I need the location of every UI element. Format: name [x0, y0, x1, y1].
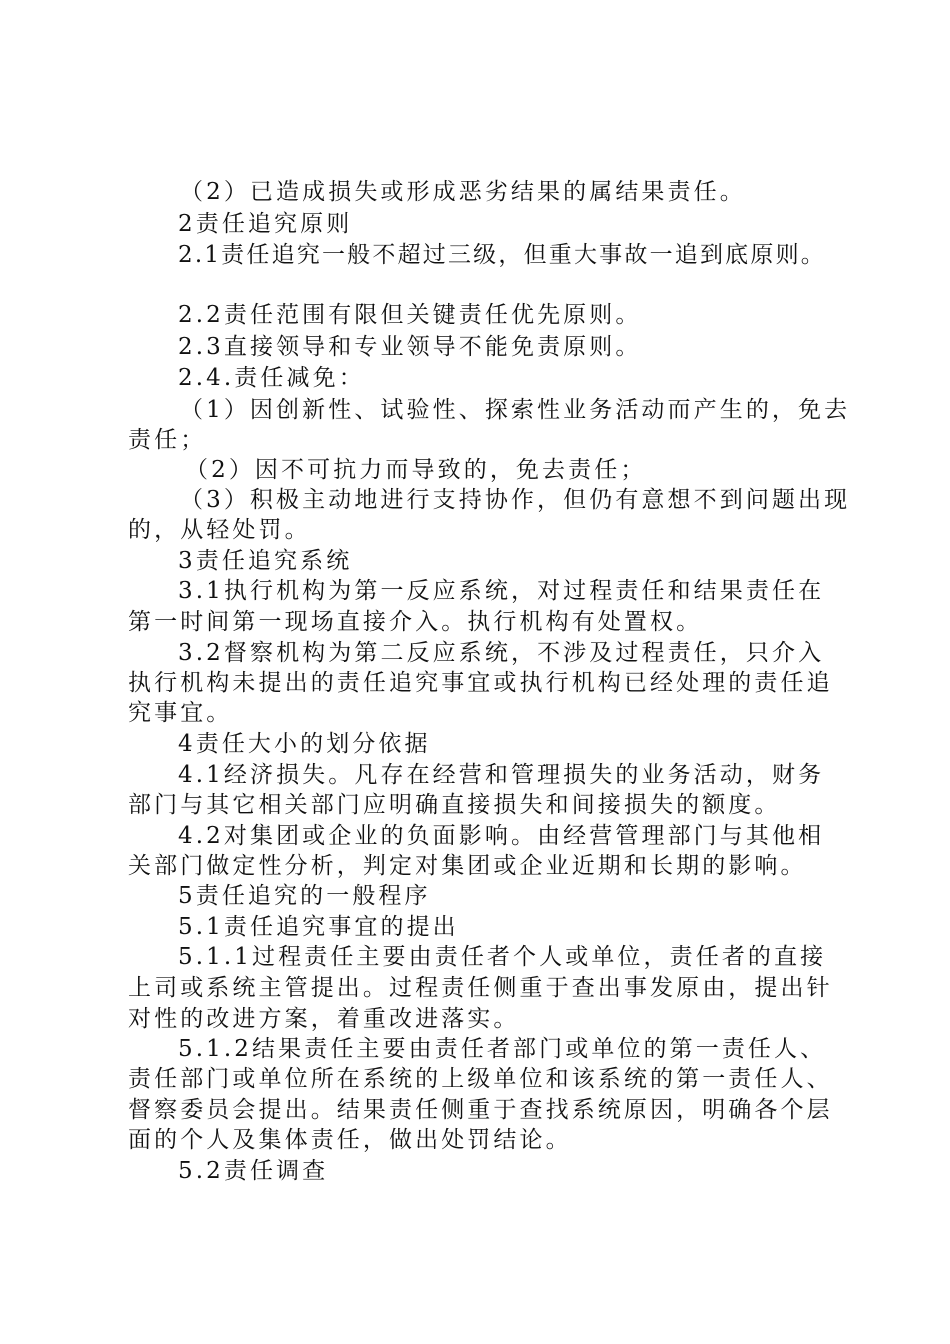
text-line: 上司或系统主管提出。过程责任侧重于查出事发原由，提出针 [128, 975, 833, 1001]
text-line: 4.2对集团或企业的负面影响。由经营管理部门与其他相 [178, 823, 825, 849]
text-line: （1）因创新性、试验性、探索性业务活动而产生的，免去 [180, 397, 851, 423]
text-line: （2）因不可抗力而导致的，免去责任； [185, 457, 647, 483]
text-line: 关部门做定性分析，判定对集团或企业近期和长期的影响。 [128, 853, 807, 879]
text-line: （2）已造成损失或形成恶劣结果的属结果责任。 [180, 179, 746, 205]
text-line: 5.1.2结果责任主要由责任者部门或单位的第一责任人、 [178, 1036, 827, 1062]
section-heading: 5.1责任追究事宜的提出 [178, 914, 459, 940]
text-line: 3.2督察机构为第二反应系统，不涉及过程责任，只介入 [178, 640, 825, 666]
section-heading: 2责任追究原则 [178, 211, 353, 237]
section-heading: 3责任追究系统 [178, 548, 353, 574]
text-line: 对性的改进方案，着重改进落实。 [128, 1006, 520, 1032]
text-line: 4.1经济损失。凡存在经营和管理损失的业务活动，财务 [178, 762, 825, 788]
section-heading: 5.2责任调查 [178, 1158, 329, 1184]
text-line: 2.4.责任减免： [178, 365, 365, 391]
text-line: （3）积极主动地进行支持协作，但仍有意想不到问题出现 [180, 487, 851, 513]
text-line: 2.1责任追究一般不超过三级，但重大事故一追到底原则。 [178, 242, 826, 268]
text-line: 3.1执行机构为第一反应系统，对过程责任和结果责任在 [178, 578, 825, 604]
section-heading: 5责任追究的一般程序 [178, 883, 431, 909]
text-line: 面的个人及集体责任，做出处罚结论。 [128, 1127, 572, 1153]
text-line: 部门与其它相关部门应明确直接损失和间接损失的额度。 [128, 792, 781, 818]
text-line: 督察委员会提出。结果责任侧重于查找系统原因，明确各个层 [128, 1097, 833, 1123]
text-line: 5.1.1过程责任主要由责任者个人或单位，责任者的直接 [178, 944, 827, 970]
text-line: 的，从轻处罚。 [128, 517, 311, 543]
section-heading: 4责任大小的划分依据 [178, 731, 431, 757]
text-line: 责任； [128, 427, 207, 453]
text-line: 究事宜。 [128, 700, 233, 726]
text-line: 执行机构未提出的责任追究事宜或执行机构已经处理的责任追 [128, 670, 833, 696]
text-line: 责任部门或单位所在系统的上级单位和该系统的第一责任人、 [128, 1066, 833, 1092]
text-line: 2.3直接领导和专业领导不能免责原则。 [178, 334, 642, 360]
text-line: 2.2责任范围有限但关键责任优先原则。 [178, 302, 642, 328]
text-line: 第一时间第一现场直接介入。执行机构有处置权。 [128, 609, 703, 635]
